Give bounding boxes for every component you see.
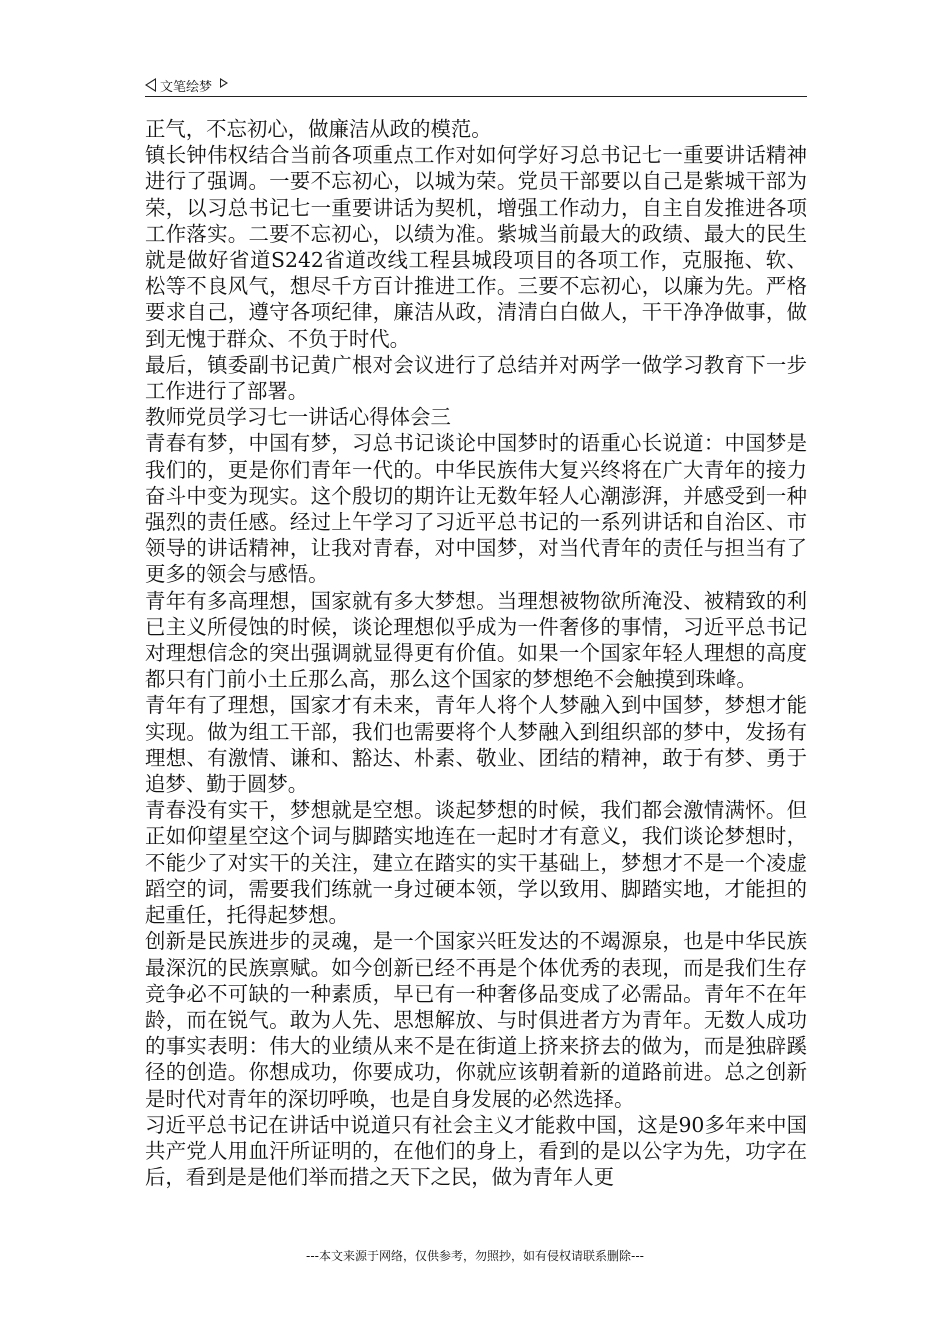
page-footer: ---本文来源于网络，仅供参考，勿照抄，如有侵权请联系删除--- <box>306 1249 644 1263</box>
triangle-left-icon <box>145 78 156 92</box>
page-header <box>145 74 807 97</box>
paragraph: 镇长钟伟权结合当前各项重点工作对如何学好习总书记七一重要讲话精神进行了强调。一要不忘初心，以城为荣。党员干部要以自己是紫城干部为荣，以习总书记七一重要讲话为契机，增强工作动力，自主自发推进各项工作落实。二要不忘初心，以绩为准。紫城当前最大的政绩、最大的民生就是做好省道S242省道改线工程县城段项目的各项工作，克服拖、软、松等不良风气，想尽千方百计推进工作。三要不忘初心，以廉为先。严格要求自己，遵守各项纪律，廉洁从政，清清白白做人，干干净净做事，做到无愧于群众、不负于时代。 <box>145 143 807 351</box>
paragraph: 青年有了理想，国家才有未来，青年人将个人梦融入到中国梦，梦想才能实现。做为组工干部，我们也需要将个人梦融入到组织部的梦中，发扬有理想、有激情、谦和、豁达、朴素、敬业、团结的精神，敢于有梦、勇于追梦、勤于圆梦。 <box>145 693 807 797</box>
document-body <box>145 116 807 1190</box>
paragraph: 创新是民族进步的灵魂，是一个国家兴旺发达的不竭源泉，也是中华民族最深沉的民族禀赋。如今创新已经不再是个体优秀的表现，而是我们生存竞争必不可缺的一种素质，早已有一种奢侈品变成了必需品。青年不在年龄，而在锐气。敢为人先、思想解放、与时俱进者方为青年。无数人成功的事实表明：伟大的业绩从来不是在街道上挤来挤去的做为，而是独辟蹊径的创造。你想成功，你要成功，你就应该朝着新的道路前进。总之创新是时代对青年的深切呼唤，也是自身发展的必然选择。 <box>145 929 807 1111</box>
paragraph: 青春有梦，中国有梦，习总书记谈论中国梦时的语重心长说道：中国梦是我们的，更是你们青年一代的。中华民族伟大复兴终将在广大青年的接力奋斗中变为现实。这个殷切的期许让无数年轻人心潮澎湃，并感受到一种强烈的责任感。经过上午学习了习近平总书记的一系列讲话和自治区、市领导的讲话精神，让我对青春，对中国梦，对当代青年的责任与担当有了更多的领会与感悟。 <box>145 431 807 587</box>
paragraph: 最后，镇委副书记黄广根对会议进行了总结并对两学一做学习教育下一步工作进行了部署。 <box>145 352 807 404</box>
triangle-right-icon <box>220 78 228 88</box>
paragraph: 正气，不忘初心，做廉洁从政的模范。 <box>145 117 492 141</box>
section-heading: 教师党员学习七一讲话心得体会三 <box>145 405 451 430</box>
header-title: 文笔绘梦 <box>160 79 213 95</box>
paragraph: 习近平总书记在讲话中说道只有社会主义才能救中国，这是90多年来中国共产党人用血汗所证明的，在他们的身上，看到的是以公字为先，功字在后，看到是是他们举而措之天下之民，做为青年人更 <box>145 1112 807 1190</box>
paragraph: 青春没有实干，梦想就是空想。谈起梦想的时候，我们都会激情满怀。但正如仰望星空这个词与脚踏实地连在一起时才有意义，我们谈论梦想时，不能少了对实干的关注，建立在踏实的实干基础上，梦想才不是一个凌虚蹈空的词，需要我们练就一身过硬本领，学以致用、脚踏实地，才能担的起重任，托得起梦想。 <box>145 798 807 928</box>
paragraph: 青年有多高理想，国家就有多大梦想。当理想被物欲所淹没、被精致的利已主义所侵蚀的时候，谈论理想似乎成为一件奢侈的事情，习近平总书记对理想信念的突出强调就显得更有价值。如果一个国家年轻人理想的高度都只有门前小土丘那么高，那么这个国家的梦想绝不会触摸到珠峰。 <box>145 588 807 692</box>
